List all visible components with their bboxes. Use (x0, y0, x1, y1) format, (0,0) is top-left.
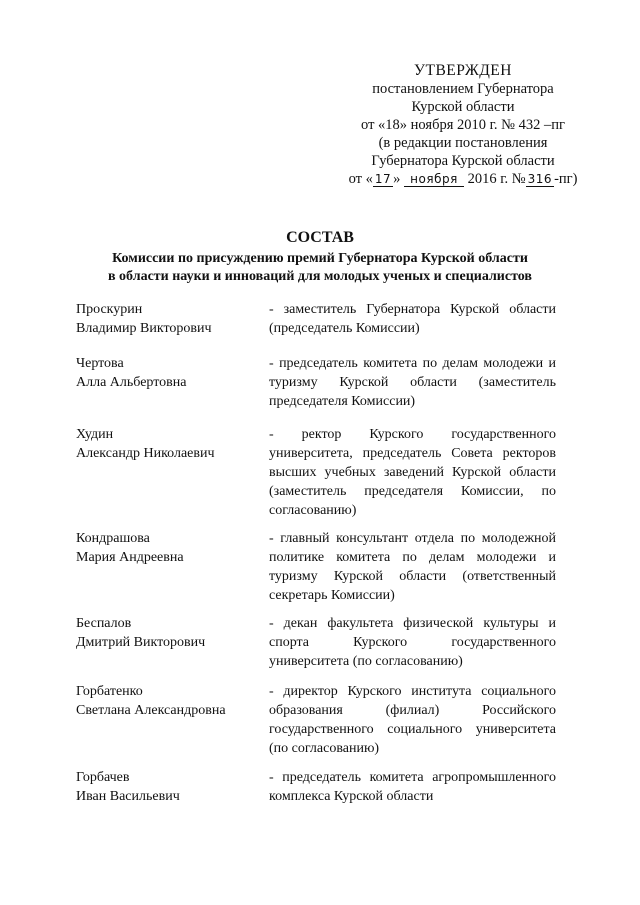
handwritten-month: ноября (404, 172, 464, 187)
member-role: - ректор Курского государственного университета, председатель Совета ректоров высших учебных заведений Курской области (заместитель председателя Комиссии, по согласованию) (269, 427, 556, 518)
member-surname: Чертова (76, 356, 124, 371)
handwritten-day: 17 (374, 172, 392, 186)
member-surname: Беспалов (76, 616, 132, 631)
member-given-name: Владимир Викторович (76, 321, 212, 336)
member-name (76, 614, 266, 652)
member-given-name: Светлана Александровна (76, 703, 226, 718)
date-year: 2016 г. № (467, 171, 526, 187)
approval-line: Курской области (411, 99, 515, 115)
document-subtitle (60, 250, 580, 286)
member-surname: Кондрашова (76, 531, 150, 546)
member-role: - декан факультета физической культуры и спорта Курского государственного университета (по согласованию) (269, 616, 556, 669)
member-name (76, 354, 266, 392)
member-name (76, 768, 266, 806)
member-name (76, 425, 266, 463)
member-role: - директор Курского института социального образования (филиал) Российского государственного социального университета (по согласованию) (269, 684, 556, 756)
member-given-name: Дмитрий Викторович (76, 635, 206, 650)
subtitle-line: Комиссии по присуждению премий Губернатора Курской области (112, 251, 528, 266)
member-role: - председатель комитета по делам молодежи и туризму Курской области (заместитель председателя Комиссии) (269, 356, 556, 409)
document-title: СОСТАВ (286, 229, 354, 246)
approval-stamp (330, 62, 596, 188)
approval-line: от «18» ноября 2010 г. № 432 –пг (361, 117, 565, 133)
member-given-name: Александр Николаевич (76, 446, 215, 461)
member-role: - главный консультант отдела по молодежной политике комитета по делам молодежи и туризму Курской области (ответственный секретарь Комиссии) (269, 531, 556, 603)
member-given-name: Иван Васильевич (76, 789, 180, 804)
member-name (76, 682, 266, 720)
member-name (76, 529, 266, 567)
member-surname: Горбатенко (76, 684, 143, 699)
member-given-name: Алла Альбертовна (76, 375, 187, 390)
member-name (76, 300, 266, 338)
member-surname: Проскурин (76, 302, 143, 317)
approval-heading: УТВЕРЖДЕН (414, 62, 512, 79)
approval-line: Губернатора Курской области (371, 153, 555, 169)
date-suffix: -пг) (554, 171, 578, 187)
date-mid: » (393, 171, 401, 187)
approval-line: постановлением Губернатора (372, 81, 554, 97)
member-role: - заместитель Губернатора Курской области (председатель Комиссии) (269, 302, 556, 336)
subtitle-line: в области науки и инноваций для молодых ученых и специалистов (108, 269, 532, 284)
member-role: - председатель комитета агропромышленного комплекса Курской области (269, 770, 556, 804)
approval-line: (в редакции постановления (378, 135, 548, 151)
handwritten-number: 316 (527, 172, 553, 186)
amendment-date-line (330, 170, 596, 188)
member-surname: Худин (76, 427, 114, 442)
member-given-name: Мария Андреевна (76, 550, 184, 565)
date-prefix: от « (348, 171, 373, 187)
member-surname: Горбачев (76, 770, 130, 785)
